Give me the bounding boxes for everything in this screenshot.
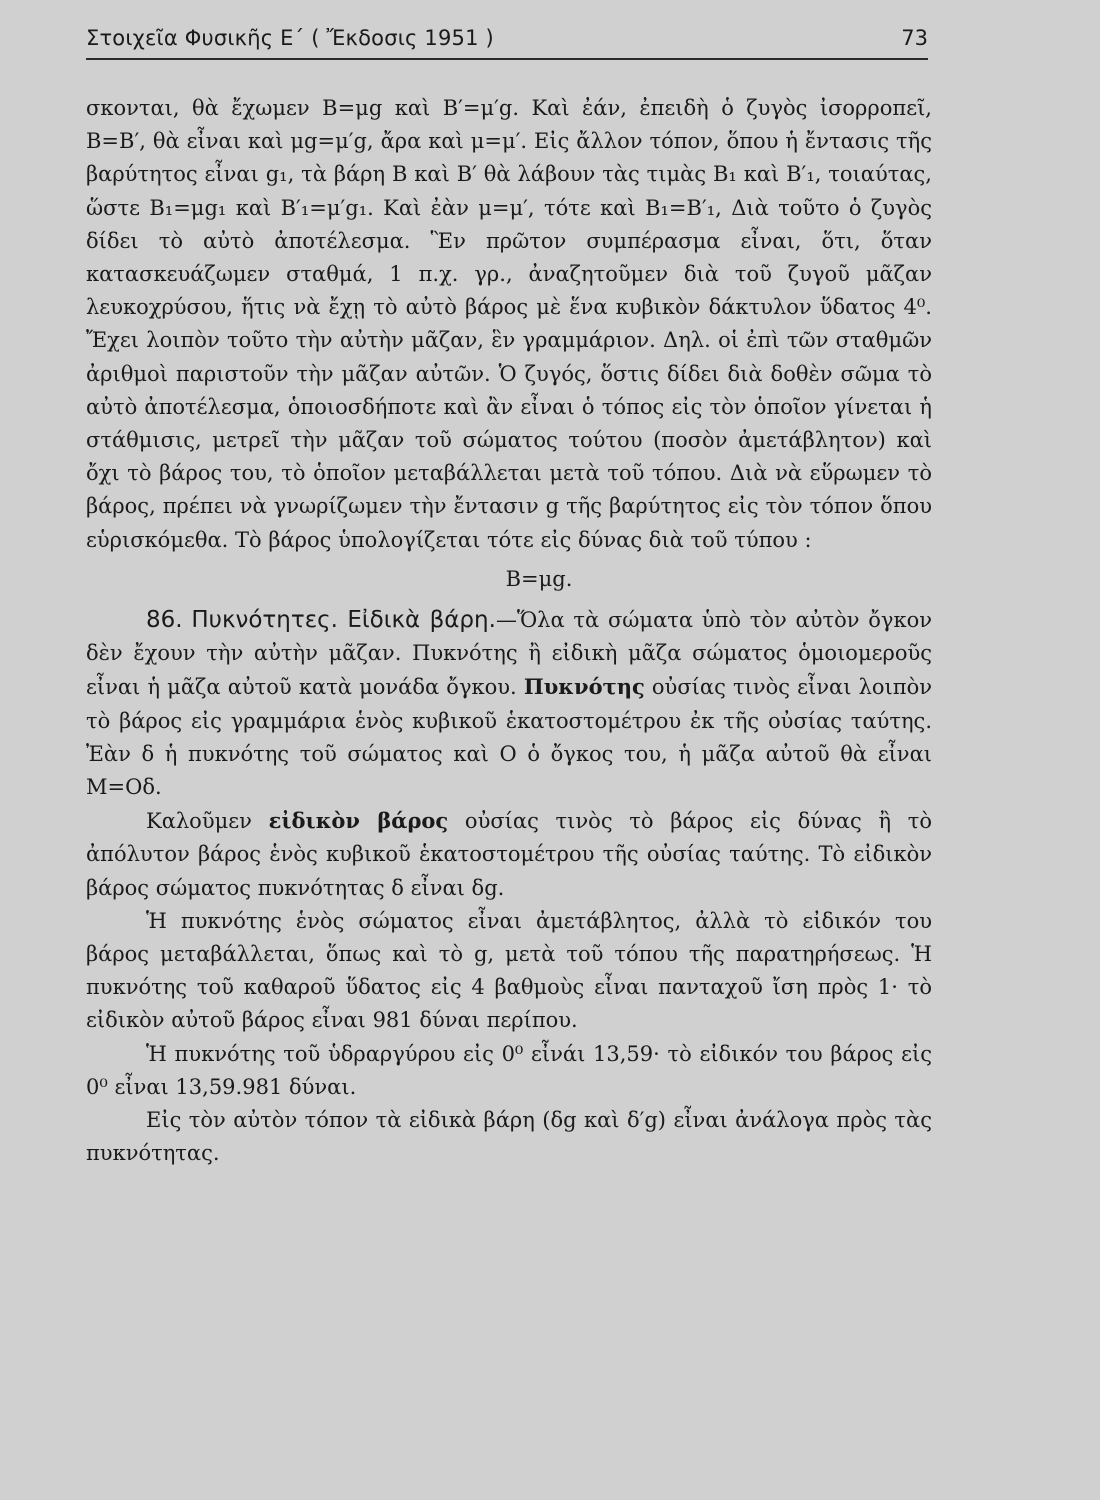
section-86-paragraph <box>86 604 932 804</box>
body-text <box>86 92 932 1171</box>
formula: Β=μg. <box>505 566 573 591</box>
section-title: Πυκνότητες. Εἰδικὰ βάρη. <box>191 607 496 634</box>
para3-text-a: Καλοῦμεν <box>146 809 269 834</box>
header-title: Στοιχεῖα Φυσικῆς Ε΄ ( Ἔκδοσις 1951 ) <box>86 26 494 50</box>
page-number: 73 <box>901 26 928 50</box>
term-density: Πυκνότης <box>523 674 645 700</box>
section-text-a: —Ὅλα τὰ σώματα ὑπὸ τὸν αὐτὸν ὄγκον δὲν ἔχουν τὴν αὐτὴν μᾶζαν. Πυκνότης ἢ εἰδικὴ μᾶζα σώματος ὁμοιομεροῦς εἶναι ἡ μᾶζα αὐτοῦ κατὰ μονάδα ὄγκου. <box>86 608 933 700</box>
paragraph-specific-weight <box>86 804 932 905</box>
para3-text-b: οὐσίας τινὸς τὸ βάρος εἰς δύνας ἢ τὸ ἀπόλυτον βάρος ἑνὸς κυβικοῦ ἑκατοστομέτρου τῆς οὐσίας ταύτης. Τὸ εἰδικὸν βάρος σώματος πυκνότητας δ εἶναι δg. <box>86 809 932 900</box>
section-number: 86. <box>146 607 183 634</box>
paragraph-mercury: Ἡ πυκνότης τοῦ ὑδραργύρου εἰς 0⁰ εἶνάι 13,59· τὸ εἰδικόν του βάρος εἰς 0⁰ εἶναι 13,59.981 δύναι. <box>86 1041 932 1099</box>
running-header <box>86 22 928 60</box>
paragraph-proportional: Εἰς τὸν αὐτὸν τόπον τὰ εἰδικὰ βάρη (δg καὶ δ′g) εἶναι ἀνάλογα πρὸς τὰς πυκνότητας. <box>86 1108 932 1166</box>
paragraph-density-invariance: Ἡ πυκνότης ἑνὸς σώματος εἶναι ἀμετάβλητος, ἀλλὰ τὸ εἰδικόν του βάρος μεταβάλλεται, ὅπως καὶ τὸ g, μετὰ τοῦ τόπου τῆς παρατηρήσεως. Ἡ πυκνότης τοῦ καθαροῦ ὕδατος εἰς 4 βαθμοὺς εἶναι πανταχοῦ ἴση πρὸς 1· τὸ εἰδικὸν αὐτοῦ βάρος εἶναι 981 δύναι περίπου. <box>86 908 932 1033</box>
section-text-b: οὐσίας τινὸς εἶναι λοιπὸν τὸ βάρος εἰς γραμμάρια ἑνὸς κυβικοῦ ἑκατοστομέτρου ἐκ τῆς οὐσίας ταύτης. Ἐὰν δ ἡ πυκνότης τοῦ σώματος καὶ Ο ὁ ὄγκος του, ἡ μᾶζα αὐτοῦ θὰ εἶναι Μ=Οδ. <box>86 675 932 800</box>
term-specific-weight: εἰδικὸν βάρος <box>268 808 449 834</box>
paragraph-continuation: σκονται, θὰ ἔχωμεν Β=μg καὶ Β′=μ′g. Καὶ ἐάν, ἐπειδὴ ὁ ζυγὸς ἰσορροπεῖ, Β=Β′, θὰ εἶναι καὶ μg=μ′g, ἄρα καὶ μ=μ′. Εἰς ἄλλον τόπον, ὅπου ἡ ἔντασις τῆς βαρύτητος εἶναι g₁, τὰ βάρη Β καὶ Β′ θὰ λάβουν τὰς τιμὰς Β₁ καὶ Β′₁, τοιαύτας, ὥστε Β₁=μg₁ καὶ Β′₁=μ′g₁. Καὶ ἐὰν μ=μ′, τότε καὶ Β₁=Β′₁, Διὰ τοῦτο ὁ ζυγὸς δίδει τὸ αὐτὸ ἀποτέλεσμα. Ἓν πρῶτον συμπέρασμα εἶναι, ὅτι, ὅταν κατασκευάζωμεν σταθμά, 1 π.χ. γρ., ἀναζητοῦμεν διὰ τοῦ ζυγοῦ μᾶζαν λευκοχρύσου, ἥτις νὰ ἔχῃ τὸ αὐτὸ βάρος μὲ ἕνα κυβικὸν δάκτυλον ὕδατος 4⁰. Ἔχει λοιπὸν τοῦτο τὴν αὐτὴν μᾶζαν, ἓν γραμμάριον. Δηλ. οἱ ἐπὶ τῶν σταθμῶν ἀριθμοὶ παριστοῦν τὴν μᾶζαν αὐτῶν. Ὁ ζυγός, ὅστις δίδει διὰ δοθὲν σῶμα τὸ αὐτὸ ἀποτέλεσμα, ὁποιοσδήποτε καὶ ἂν εἶναι ὁ τόπος εἰς τὸν ὁποῖον γίνεται ἡ στάθμισις, μετρεῖ τὴν μᾶζαν τοῦ σώματος τούτου (ποσὸν ἀμετάβλητον) καὶ ὄχι τὸ βάρος του, τὸ ὁποῖον μεταβάλλεται μετὰ τοῦ τόπου. Διὰ νὰ εὕρωμεν τὸ βάρος, πρέπει νὰ γνωρίζωμεν τὴν ἔντασιν g τῆς βαρύτητος εἰς τὸν τόπον ὅπου εὑρισκόμεθα. Τὸ βάρος ὑπολογίζεται τότε εἰς δύνας διὰ τοῦ τύπου : <box>86 96 932 552</box>
